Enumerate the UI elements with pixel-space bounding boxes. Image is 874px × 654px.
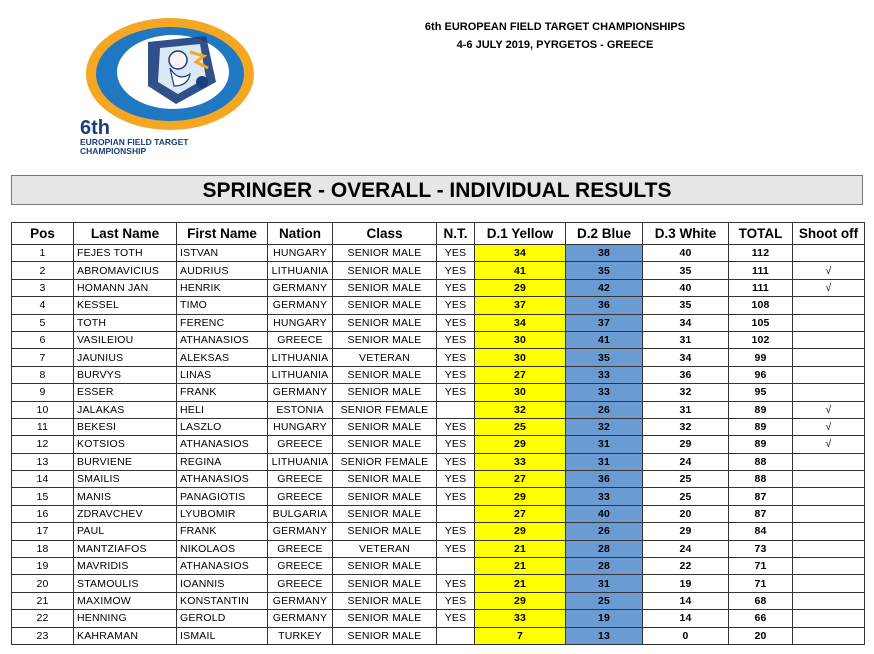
cell-pos: 7 [12,349,74,366]
cell-d3-white: 14 [643,592,729,609]
logo-line1: 6th [80,117,110,139]
cell-d3-white: 0 [643,627,729,644]
logo-line2: EUROPIAN FIELD TARGET [80,137,189,147]
cell-last-name: BURVYS [74,366,177,383]
cell-shoot-off: √ [793,436,865,453]
cell-total: 96 [729,366,793,383]
cell-class: SENIOR MALE [333,523,437,540]
cell-d3-white: 24 [643,540,729,557]
cell-d3-white: 32 [643,384,729,401]
cell-pos: 21 [12,592,74,609]
cell-d1-yellow: 29 [475,279,566,296]
cell-pos: 17 [12,523,74,540]
cell-d2-blue: 37 [566,314,643,331]
cell-d2-blue: 31 [566,453,643,470]
results-body [12,245,865,645]
cell-nt: YES [437,575,475,592]
header-first-name: First Name [177,223,268,245]
cell-d2-blue: 19 [566,610,643,627]
cell-last-name: SMAILIS [74,471,177,488]
cell-nt [437,505,475,522]
event-title: 6th EUROPEAN FIELD TARGET CHAMPIONSHIPS [424,21,686,33]
cell-nt: YES [437,592,475,609]
cell-last-name: HOMANN JAN [74,279,177,296]
cell-d2-blue: 31 [566,436,643,453]
cell-d2-blue: 41 [566,331,643,348]
cell-first-name: IOANNIS [177,575,268,592]
table-row [12,384,865,401]
cell-total: 88 [729,471,793,488]
cell-d1-yellow: 29 [475,436,566,453]
cell-nt: YES [437,436,475,453]
cell-shoot-off [793,245,865,262]
cell-class: SENIOR MALE [333,366,437,383]
cell-d2-blue: 13 [566,627,643,644]
cell-first-name: ATHANASIOS [177,331,268,348]
table-row [12,436,865,453]
cell-nt: YES [437,314,475,331]
cell-class: SENIOR MALE [333,245,437,262]
cell-nation: GREECE [268,540,333,557]
cell-first-name: GEROLD [177,610,268,627]
cell-d1-yellow: 37 [475,297,566,314]
cell-class: SENIOR MALE [333,331,437,348]
cell-shoot-off [793,314,865,331]
cell-last-name: KAHRAMAN [74,627,177,644]
cell-d3-white: 31 [643,401,729,418]
cell-last-name: FEJES TOTH [74,245,177,262]
cell-shoot-off [793,523,865,540]
cell-nation: HUNGARY [268,245,333,262]
cell-d2-blue: 28 [566,558,643,575]
cell-class: SENIOR MALE [333,627,437,644]
cell-first-name: LYUBOMIR [177,505,268,522]
cell-pos: 3 [12,279,74,296]
cell-nation: GERMANY [268,610,333,627]
cell-class: SENIOR MALE [333,592,437,609]
cell-total: 102 [729,331,793,348]
cell-class: SENIOR MALE [333,262,437,279]
cell-last-name: MAVRIDIS [74,558,177,575]
cell-last-name: JAUNIUS [74,349,177,366]
cell-shoot-off: √ [793,418,865,435]
cell-shoot-off [793,558,865,575]
cell-d2-blue: 26 [566,523,643,540]
cell-d3-white: 25 [643,488,729,505]
table-row [12,366,865,383]
table-row [12,575,865,592]
cell-total: 71 [729,558,793,575]
cell-d1-yellow: 29 [475,488,566,505]
cell-nation: ESTONIA [268,401,333,418]
cell-nt: YES [437,279,475,296]
cell-d2-blue: 28 [566,540,643,557]
cell-nation: GREECE [268,488,333,505]
cell-nation: LITHUANIA [268,453,333,470]
cell-nation: HUNGARY [268,418,333,435]
cell-nt: YES [437,523,475,540]
cell-last-name: ESSER [74,384,177,401]
cell-d3-white: 34 [643,349,729,366]
cell-total: 89 [729,401,793,418]
cell-nt [437,558,475,575]
cell-total: 88 [729,453,793,470]
cell-nation: TURKEY [268,627,333,644]
cell-first-name: ISMAIL [177,627,268,644]
cell-d1-yellow: 21 [475,540,566,557]
cell-nt: YES [437,488,475,505]
cell-first-name: HENRIK [177,279,268,296]
cell-class: SENIOR MALE [333,575,437,592]
cell-shoot-off [793,488,865,505]
cell-d3-white: 25 [643,471,729,488]
cell-nt: YES [437,471,475,488]
cell-first-name: ALEKSAS [177,349,268,366]
cell-shoot-off [793,349,865,366]
cell-nation: BULGARIA [268,505,333,522]
cell-pos: 22 [12,610,74,627]
cell-d2-blue: 35 [566,349,643,366]
cell-last-name: KOTSIOS [74,436,177,453]
cell-nt: YES [437,540,475,557]
cell-total: 108 [729,297,793,314]
cell-d1-yellow: 32 [475,401,566,418]
header-nt: N.T. [437,223,475,245]
cell-nation: GERMANY [268,523,333,540]
table-row [12,245,865,262]
cell-d3-white: 35 [643,262,729,279]
cell-d2-blue: 32 [566,418,643,435]
cell-d1-yellow: 7 [475,627,566,644]
cell-total: 89 [729,436,793,453]
cell-shoot-off [793,297,865,314]
cell-first-name: HELI [177,401,268,418]
cell-pos: 9 [12,384,74,401]
cell-d3-white: 29 [643,523,729,540]
cell-last-name: MANTZIAFOS [74,540,177,557]
table-row [12,592,865,609]
cell-nt [437,401,475,418]
cell-nation: GREECE [268,331,333,348]
cell-class: SENIOR MALE [333,279,437,296]
cell-nt: YES [437,453,475,470]
cell-d1-yellow: 25 [475,418,566,435]
cell-total: 20 [729,627,793,644]
cell-shoot-off: √ [793,401,865,418]
cell-total: 66 [729,610,793,627]
table-row [12,401,865,418]
logo-line3: CHAMPIONSHIP [80,146,147,156]
cell-shoot-off [793,471,865,488]
header-total: TOTAL [729,223,793,245]
cell-d3-white: 22 [643,558,729,575]
header-d2-blue: D.2 Blue [566,223,643,245]
cell-first-name: LINAS [177,366,268,383]
cell-class: SENIOR MALE [333,471,437,488]
cell-first-name: TIMO [177,297,268,314]
cell-d3-white: 34 [643,314,729,331]
table-header-row [12,223,865,245]
cell-shoot-off [793,505,865,522]
cell-d2-blue: 42 [566,279,643,296]
cell-d2-blue: 25 [566,592,643,609]
cell-pos: 16 [12,505,74,522]
cell-pos: 14 [12,471,74,488]
cell-d2-blue: 26 [566,401,643,418]
cell-last-name: KESSEL [74,297,177,314]
cell-nt: YES [437,610,475,627]
cell-d2-blue: 38 [566,245,643,262]
cell-class: SENIOR MALE [333,436,437,453]
table-row [12,314,865,331]
cell-pos: 23 [12,627,74,644]
results-table [11,222,865,645]
cell-total: 68 [729,592,793,609]
cell-shoot-off [793,331,865,348]
cell-first-name: FRANK [177,523,268,540]
cell-first-name: LASZLO [177,418,268,435]
cell-nation: GREECE [268,436,333,453]
cell-first-name: KONSTANTIN [177,592,268,609]
cell-nation: HUNGARY [268,314,333,331]
cell-class: VETERAN [333,349,437,366]
cell-last-name: JALAKAS [74,401,177,418]
cell-d1-yellow: 30 [475,349,566,366]
cell-d3-white: 40 [643,279,729,296]
header-d1-yellow: D.1 Yellow [475,223,566,245]
cell-class: SENIOR MALE [333,384,437,401]
cell-d1-yellow: 27 [475,505,566,522]
cell-d1-yellow: 33 [475,610,566,627]
header-last-name: Last Name [74,223,177,245]
cell-d1-yellow: 33 [475,453,566,470]
cell-nt: YES [437,384,475,401]
cell-d3-white: 29 [643,436,729,453]
cell-last-name: BEKESI [74,418,177,435]
cell-d2-blue: 40 [566,505,643,522]
cell-pos: 19 [12,558,74,575]
cell-class: SENIOR MALE [333,297,437,314]
cell-nt: YES [437,297,475,314]
cell-total: 73 [729,540,793,557]
cell-d1-yellow: 21 [475,558,566,575]
cell-total: 99 [729,349,793,366]
cell-last-name: STAMOULIS [74,575,177,592]
cell-class: SENIOR MALE [333,505,437,522]
cell-d1-yellow: 29 [475,592,566,609]
cell-d1-yellow: 29 [475,523,566,540]
cell-total: 95 [729,384,793,401]
cell-last-name: VASILEIOU [74,331,177,348]
cell-d1-yellow: 30 [475,331,566,348]
cell-d3-white: 32 [643,418,729,435]
cell-shoot-off [793,592,865,609]
cell-first-name: NIKOLAOS [177,540,268,557]
cell-pos: 1 [12,245,74,262]
cell-d1-yellow: 34 [475,245,566,262]
cell-class: SENIOR MALE [333,418,437,435]
cell-d1-yellow: 27 [475,471,566,488]
cell-nation: LITHUANIA [268,366,333,383]
cell-shoot-off: √ [793,262,865,279]
table-row [12,349,865,366]
cell-shoot-off [793,575,865,592]
cell-first-name: FRANK [177,384,268,401]
header-pos: Pos [12,223,74,245]
cell-total: 87 [729,505,793,522]
cell-d2-blue: 33 [566,366,643,383]
cell-pos: 10 [12,401,74,418]
table-row [12,279,865,296]
cell-shoot-off [793,540,865,557]
cell-shoot-off: √ [793,279,865,296]
cell-last-name: TOTH [74,314,177,331]
results-title: SPRINGER - OVERALL - INDIVIDUAL RESULTS [11,175,863,205]
cell-class: SENIOR FEMALE [333,401,437,418]
cell-first-name: PANAGIOTIS [177,488,268,505]
cell-last-name: HENNING [74,610,177,627]
cell-last-name: MAXIMOW [74,592,177,609]
cell-class: SENIOR MALE [333,558,437,575]
cell-first-name: ISTVAN [177,245,268,262]
cell-nt [437,627,475,644]
cell-d3-white: 14 [643,610,729,627]
cell-last-name: ABROMAVICIUS [74,262,177,279]
cell-d3-white: 20 [643,505,729,522]
cell-d2-blue: 33 [566,384,643,401]
table-row [12,331,865,348]
cell-class: VETERAN [333,540,437,557]
cell-shoot-off [793,627,865,644]
cell-nt: YES [437,366,475,383]
table-row [12,505,865,522]
cell-class: SENIOR MALE [333,488,437,505]
cell-first-name: FERENC [177,314,268,331]
cell-nation: GREECE [268,575,333,592]
cell-total: 111 [729,279,793,296]
cell-class: SENIOR MALE [333,314,437,331]
cell-d2-blue: 35 [566,262,643,279]
cell-d3-white: 36 [643,366,729,383]
cell-d3-white: 40 [643,245,729,262]
cell-nt: YES [437,418,475,435]
cell-pos: 13 [12,453,74,470]
cell-class: SENIOR FEMALE [333,453,437,470]
cell-pos: 18 [12,540,74,557]
cell-first-name: ATHANASIOS [177,471,268,488]
cell-first-name: REGINA [177,453,268,470]
cell-nation: LITHUANIA [268,262,333,279]
cell-d3-white: 19 [643,575,729,592]
cell-pos: 5 [12,314,74,331]
table-row [12,523,865,540]
table-row [12,558,865,575]
cell-pos: 15 [12,488,74,505]
cell-total: 112 [729,245,793,262]
cell-pos: 4 [12,297,74,314]
cell-nation: GERMANY [268,297,333,314]
cell-d2-blue: 36 [566,471,643,488]
cell-d3-white: 31 [643,331,729,348]
cell-last-name: ZDRAVCHEV [74,505,177,522]
cell-pos: 2 [12,262,74,279]
cell-nt: YES [437,245,475,262]
championship-logo [78,12,258,157]
cell-total: 89 [729,418,793,435]
cell-total: 84 [729,523,793,540]
table-row [12,262,865,279]
cell-total: 105 [729,314,793,331]
header-nation: Nation [268,223,333,245]
table-row [12,453,865,470]
cell-class: SENIOR MALE [333,610,437,627]
cell-d1-yellow: 41 [475,262,566,279]
table-row [12,540,865,557]
cell-last-name: MANIS [74,488,177,505]
cell-total: 87 [729,488,793,505]
table-row [12,418,865,435]
cell-nation: GERMANY [268,592,333,609]
cell-last-name: BURVIENE [74,453,177,470]
cell-pos: 20 [12,575,74,592]
cell-d1-yellow: 21 [475,575,566,592]
cell-nation: GERMANY [268,384,333,401]
table-row [12,610,865,627]
cell-total: 111 [729,262,793,279]
event-subtitle: 4-6 JULY 2019, PYRGETOS - GREECE [456,39,654,51]
cell-first-name: AUDRIUS [177,262,268,279]
cell-d2-blue: 31 [566,575,643,592]
cell-first-name: ATHANASIOS [177,558,268,575]
cell-d1-yellow: 34 [475,314,566,331]
cell-last-name: PAUL [74,523,177,540]
cell-nation: LITHUANIA [268,349,333,366]
cell-first-name: ATHANASIOS [177,436,268,453]
cell-nation: GREECE [268,471,333,488]
cell-nt: YES [437,331,475,348]
cell-nation: GERMANY [268,279,333,296]
table-row [12,297,865,314]
cell-d1-yellow: 30 [475,384,566,401]
cell-nt: YES [437,349,475,366]
cell-nation: GREECE [268,558,333,575]
cell-total: 71 [729,575,793,592]
header-d3-white: D.3 White [643,223,729,245]
cell-shoot-off [793,610,865,627]
cell-d2-blue: 36 [566,297,643,314]
table-row [12,488,865,505]
cell-d3-white: 35 [643,297,729,314]
cell-pos: 6 [12,331,74,348]
cell-nt: YES [437,262,475,279]
cell-d2-blue: 33 [566,488,643,505]
cell-d3-white: 24 [643,453,729,470]
cell-shoot-off [793,366,865,383]
cell-pos: 12 [12,436,74,453]
header-class: Class [333,223,437,245]
header-shoot-off: Shoot off [793,223,865,245]
cell-shoot-off [793,453,865,470]
cell-d1-yellow: 27 [475,366,566,383]
table-row [12,471,865,488]
cell-pos: 8 [12,366,74,383]
cell-shoot-off [793,384,865,401]
cell-pos: 11 [12,418,74,435]
table-row [12,627,865,644]
